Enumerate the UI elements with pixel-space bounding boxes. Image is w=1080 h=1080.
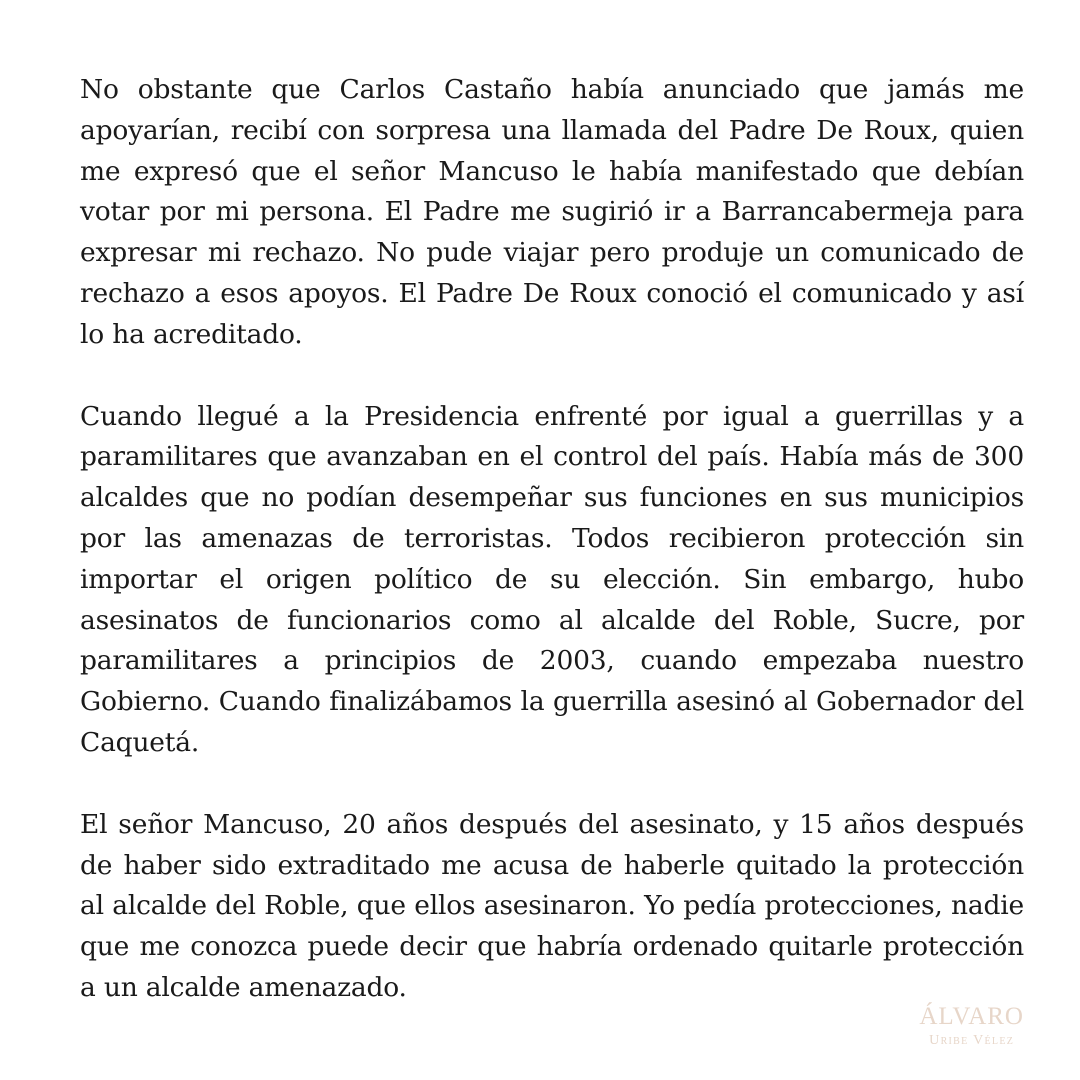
- signature-first-name: ÁLVARO: [919, 1003, 1024, 1030]
- paragraph-1: No obstante que Carlos Castaño había anunciado que jamás me apoyarían, recibí con sorpresa una llamada del Padre De Roux, quien me expresó que el señor Mancuso le había manifestado que debían votar por mi persona. El Padre me sugirió ir a Barrancabermeja para expresar mi rechazo. No pude viajar pero produje un comunicado de rechazo a esos apoyos. El Padre De Roux conoció el comunicado y así lo ha acreditado.: [80, 74, 1024, 350]
- statement-text: [80, 70, 1024, 1009]
- signature-last-name: Uribe Vélez: [929, 1033, 1015, 1048]
- signature-logo: [919, 1004, 1024, 1048]
- paragraph-3: El señor Mancuso, 20 años después del asesinato, y 15 años después de haber sido extraditado me acusa de haberle quitado la protección al alcalde del Roble, que ellos asesinaron. Yo pedía protecciones, nadie que me conozca puede decir que habría ordenado quitarle protección a un alcalde amenazado.: [80, 808, 1024, 1003]
- paragraph-2: Cuando llegué a la Presidencia enfrenté por igual a guerrillas y a paramilitares que avanzaban en el control del país. Había más de 300 alcaldes que no podían desempeñar sus funciones en sus municipios por las amenazas de terroristas. Todos recibieron protección sin importar el origen político de su elección. Sin embargo, hubo asesinatos de funcionarios como al alcalde del Roble, Sucre, por paramilitares a principios de 2003, cuando empezaba nuestro Gobierno. Cuando finalizábamos la guerrilla asesinó al Gobernador del Caquetá.: [80, 400, 1024, 758]
